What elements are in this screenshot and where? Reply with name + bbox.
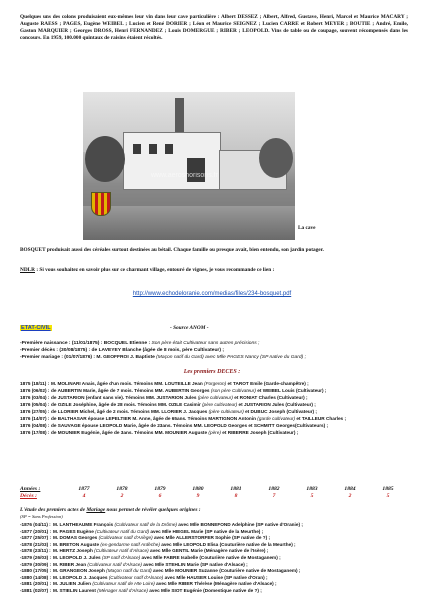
mariage-rest: avec Mlle LEOPOLD Elisa (Couturière native de la Meurthe) ; (159, 541, 296, 547)
sp-note: (SP = Sans Profession) (20, 514, 63, 519)
deces-rest: et WEIBEL Louis (Cultivateur) ; (255, 388, 327, 393)
mariage-rest: avec Mlle GENTIL Marie (Ménagère native de l'Isère) ; (148, 548, 269, 554)
year-cell: 1884 (344, 486, 356, 492)
source-note: - Source ANOM - (170, 325, 209, 331)
year-cell: 1877 (78, 486, 90, 492)
first-death: -Premier décès : (30/08/1875) : de LAVEYEY Blanche (âgée de 8 mois, père Cultivateur) ; (20, 348, 224, 353)
mariage-rest: avec Mlle BONNEFOND Adelphine (SP native d'Oranie) ; (177, 522, 303, 527)
photo-watermark: www.aeroshorisons.fr (151, 172, 218, 179)
deces-text: de SAUVAGE épouse LEOPOLD Marie, âgée de 23ans. Témoins MM. LEOPOLD Georges (51, 423, 249, 428)
mariage-row (20, 568, 412, 574)
mariage-row (20, 575, 412, 581)
mariage-text: M. LEOPOLD J. Jacques (53, 574, 109, 580)
deces-date: 1875 (18/11) : (20, 381, 50, 386)
photo-tree (259, 138, 293, 178)
deces-date: 1876 (14/07) : (20, 416, 50, 421)
mariage-rest: avec Mlle ALLERSTORFER Sophie (SP native de ?) ; (152, 535, 271, 541)
mariage-text: M. JULIEN Julien (53, 581, 93, 587)
mariage-rest: avec Mlle SIOT Eugénie (Domestique native de ?) ; (147, 588, 262, 593)
deces-row (20, 416, 412, 422)
mariage-date: -1878 (23/11) : (20, 548, 51, 554)
deces-text: de MOUNIER Eugénie, âgée de 3ans. Témoins MM. MOUNIER Auguste (51, 430, 209, 435)
mariage-note: (Ménager natif d'Alsace) (97, 588, 148, 593)
mariage-row (20, 555, 412, 561)
deces-date: 1876 (17/08) : (20, 430, 50, 435)
deces-note: (Forgeron) (204, 381, 227, 386)
deces-count-cell: 4 (82, 493, 86, 499)
year-cell: 1881 (230, 486, 242, 492)
mariage-row (20, 581, 412, 587)
mariage-rest: avec Mlle RIBER Thérèse (Ménagère native d'Alsace) ; (154, 581, 277, 587)
years-label: Années : (20, 486, 41, 492)
coat-of-arms-icon (91, 192, 111, 216)
mariage-text: M. PAGES Eugène (53, 528, 96, 534)
echo-oranie-link[interactable]: http://www.echodeloranie.com/medias/files/234-bosquet.pdf (132, 291, 292, 297)
photo-window (133, 144, 141, 154)
mariage-row (20, 548, 412, 554)
mariage-row (20, 522, 412, 528)
photo-window (165, 144, 173, 154)
mariage-row (20, 535, 412, 541)
deces-rest: et RONIAT Charles (Cultivateur) ; (232, 395, 308, 400)
mariage-note: (Cultivateur natif d'Alsace) (94, 548, 149, 554)
deces-note: (garde cultivateur) (257, 416, 296, 421)
ndlr-paragraph (20, 267, 408, 274)
study-heading: L'étude des premiers actes de Mariage nous permet de révéler quelques origines : (20, 507, 201, 513)
mariage-date: -1881 (20/01) : (20, 581, 52, 587)
mariage-date: -1881 (02/07) : (20, 588, 52, 593)
deces-count-cell: 2 (120, 493, 124, 499)
mariage-row (20, 588, 412, 594)
mariage-row (20, 562, 412, 568)
mariage-date: -1878 (21/03) : (20, 541, 52, 547)
deces-date: 1876 (27/05) : (20, 409, 50, 414)
mariage-text: M. LANTHEAUME François (53, 522, 115, 527)
deces-count-cell: 8 (234, 493, 238, 499)
mariage-rest: avec Mlle HAUSER Louise (SP native d'Oran) ; (163, 574, 268, 580)
photo-ground (83, 206, 295, 240)
deces-row (20, 381, 412, 387)
deces-date: 1876 (05/04) : (20, 402, 50, 407)
mariage-note: (SP natif d'Alsace) (101, 555, 141, 560)
deces-rest: et DUBUC Joseph (Cultivateur) ; (243, 409, 317, 414)
mariage-text: M. RIBER Jean (53, 561, 88, 567)
deces-row (20, 402, 412, 408)
mariage-text: M. LEOPOLD J. Jules (53, 555, 102, 560)
deces-row (20, 388, 412, 394)
etat-civil-title: ETAT-CIVIL (21, 325, 51, 331)
deces-rest: et SCHMITT Georges(Cultivateurs) ; (248, 423, 329, 428)
deces-row (20, 409, 412, 415)
deces-count-cell: 5 (310, 493, 314, 499)
deces-note: (son père Cultivateur) (210, 388, 256, 393)
mariage-note: (Cultivateur natif du Gard) (95, 528, 150, 534)
mariage-note: (ex-gendarme natif Ardèche) (100, 541, 160, 547)
deces-text: de OZILE Joséphine, âgée de 28 mois. Témoins MM. OZILE Casimir (51, 402, 203, 407)
year-cell: 1878 (116, 486, 128, 492)
deces-date: 1876 (04/08) : (20, 423, 50, 428)
mariage-text: M. BRETON Auguste (53, 541, 101, 547)
deces-text: de LLORIER Michel, âgé de 2 mois. Témoins MM. LLORIER J. Jacques (51, 409, 209, 414)
photo-tree (85, 136, 125, 182)
mariage-note: (Cultivateur natif d'Alsace) (108, 574, 164, 580)
deces-note: (père cultivateur) (197, 395, 233, 400)
mariage-date: -1880 (17/05) : (20, 568, 52, 574)
first-marriage: -Premier mariage : (01/07/1876) : M. GEOFFROI J. Baptiste (Maçon natif du Gard) avec Mlle PAGES Nancy (SP native du Gard) ; (20, 355, 306, 360)
deces-rest: et TAROT Emile (Garde-champêtre) ; (226, 381, 309, 386)
mariage-rest: avec Mlle MOUNIER Suzanne (Couturière native de Mostaganem) ; (151, 568, 301, 574)
deces-date: 1876 (03/04) : (20, 395, 50, 400)
photo-caption: La cave (298, 225, 316, 231)
mariage-date: -1877 (25/07) : (20, 535, 52, 541)
intro-paragraph: Quelques uns des colons produisaient eux-mêmes leur vin dans leur cave particulière : Albert DESSEZ ; Albert, Alfred, Gustave, Henri, Marcel et Maurice MACARY ; Auguste RAESS ; PAGES, Eugène WEIBEL ; Lucien et René DORIER ; Léon et Maurice SEIGNEZ ; Lucien CARRE et Robert MEYER ; BOUTIE ; André, Emile, Gaston MARQUIER ; Georges DROSS, Henri FERNANDEZ ; Louis DOMERGUE ; RIBER ; LEOPOLD. Vins de table ou de coupage, souvent récompensés dans les concours. En 1959, 100.000 quintaux de raisins étaient récoltés. (20, 14, 408, 41)
mariage-rest: avec Mlle STEHLIN Marie (SP native d'Alsace) ; (141, 561, 248, 567)
deces-text: M. MOLINARI Anais, âgée d'un mois. Témoins MM. LOUTEILLE Jean (51, 381, 205, 386)
deces-heading: Les premiers DECES : (183, 369, 241, 375)
mariage-note: (Cultivateur natif d'Alsace) (87, 561, 142, 567)
deces-count-cell: 2 (348, 493, 352, 499)
mariage-date: -1879 (30/09) : (20, 561, 52, 567)
year-cell: 1885 (382, 486, 394, 492)
year-cell: 1879 (154, 486, 166, 492)
mariage-date: -1879 (26/03) : (20, 555, 52, 560)
deces-label: Décès : (20, 493, 37, 499)
deces-row (20, 423, 412, 429)
mariage-text: M. HERTZ Joseph (53, 548, 95, 554)
mariage-text: M. DOMAS Georges (53, 535, 99, 541)
mariage-date: -1876 (04/11) : (20, 522, 51, 527)
deces-count-cell: 7 (272, 493, 276, 499)
deces-note: (père cultivateur) (202, 402, 238, 407)
year-cell: 1880 (192, 486, 204, 492)
deces-text: de JUSTARION (enfant sans vie). Témoins MM. JUSTARION Jules (51, 395, 198, 400)
deces-note: (père) (208, 430, 221, 435)
ndlr-label: NDLR (20, 267, 36, 273)
mariage-note: (Cultivateur natif de Hte Loire) (92, 581, 155, 587)
mariage-rest: avec Mlle FABRE Isabelle (Couturière native de Mostaganem) ; (140, 555, 281, 560)
photo-window (149, 144, 157, 154)
year-cell: 1883 (306, 486, 318, 492)
mariage-date: -1877 (20/01) : (20, 528, 52, 534)
deces-count-cell: 6 (158, 493, 162, 499)
mariage-note: (Cultivateur natif d'Ariège) (98, 535, 153, 541)
deces-count-cell: 5 (386, 493, 390, 499)
first-birth: -Première naissance : (11/01/1875) : BOCQUEL Etienne : Son père était Cultivateur sans autres précisions ; (20, 341, 260, 346)
mariage-date: -1880 (14/08) : (20, 574, 52, 580)
deces-rest: et RIBERRE Joseph (Cultivateur) ; (220, 430, 299, 435)
mariage-row (20, 542, 412, 548)
mariage-rest: avec Mlle HIEGEL Marie (SP native de la Meurthe) ; (149, 528, 264, 534)
deces-text: de BALTHASAR épouse LEPELTIER M. Anne, âgée de 65ans. Témoins MARTIGNON Antonin (51, 416, 258, 421)
mariage-row (20, 529, 412, 535)
deces-note: (père cultivateur) (208, 409, 244, 414)
deces-row (20, 395, 412, 401)
year-cell: 1882 (268, 486, 280, 492)
deces-date: 1876 (06/02) : (20, 388, 50, 393)
mariage-note: (Cultivateur natif de la Drôme) (114, 522, 177, 527)
wine-cellar-photo (83, 92, 295, 240)
photo-building-main (123, 132, 221, 190)
mariage-text: M. GRANGEON Joseph (53, 568, 107, 574)
bosquet-paragraph: BOSQUET produisait aussi des céréales surtout destinées au bétail. Chaque famille ou presque avait, bien entendu, son jardin potager. (20, 247, 324, 253)
ndlr-text: : Si vous souhaitez en savoir plus sur ce charmant village, entouré de vignes, je vous recommande ce lien : (35, 267, 275, 273)
deces-count-cell: 9 (196, 493, 200, 499)
mariage-text: M. STIELIN Laurent (53, 588, 98, 593)
deces-rest: et TAILLEUR Charles ; (295, 416, 347, 421)
deces-rest: et JUSTARION Jules (Cultivateur) ; (237, 402, 316, 407)
deces-text: de AUBERTIN Marie, âgée de 7 mois. Témoins MM. AUBERTIN Georges (51, 388, 211, 393)
mariage-note: (Maçon natif du Gard) (106, 568, 152, 574)
deces-row (20, 430, 412, 436)
